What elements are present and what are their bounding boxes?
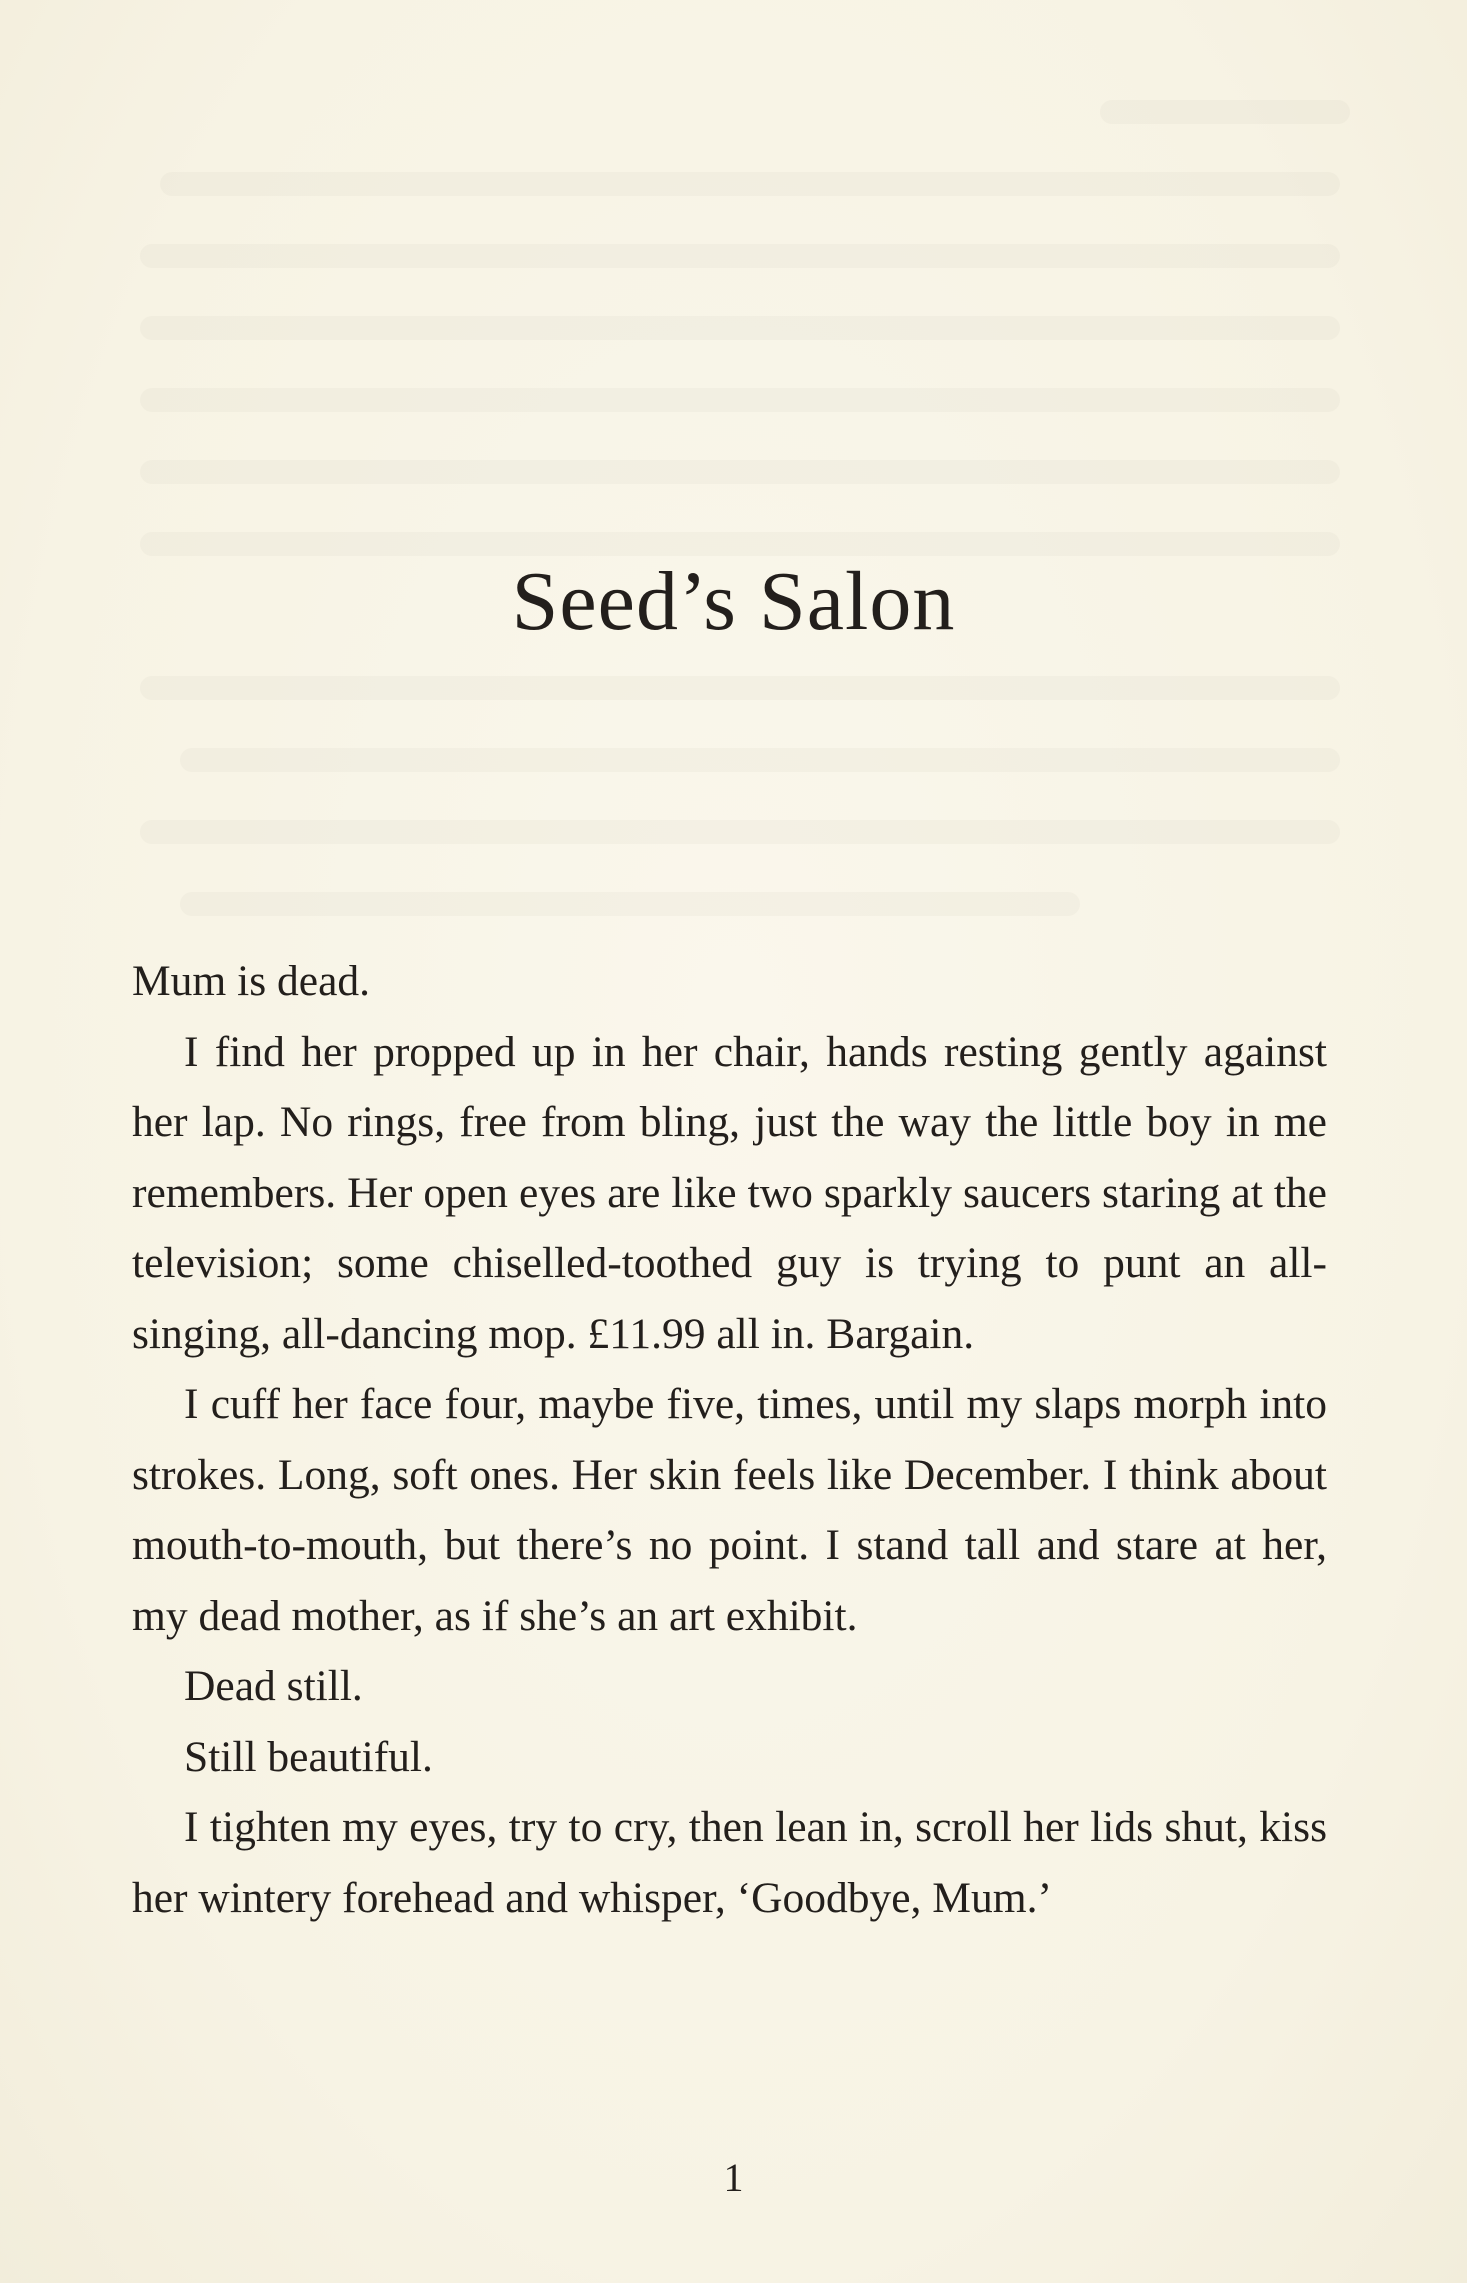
paragraph-1: Mum is dead. — [132, 957, 371, 1005]
paragraph-3: I cuff her face four, maybe five, times, until my slaps morph into strokes. Long, soft ones. Her skin feels like December. I think about mouth-to-mouth, but there’s no point. I stand tall and stare at her, my dead mother, as if she’s an art exhibit. — [132, 1380, 1327, 1640]
paragraph-6: I tighten my eyes, try to cry, then lean in, scroll her lids shut, kiss her wintery forehead and whisper, ‘Goodbye, Mum.’ — [132, 1803, 1327, 1922]
paragraph-4: Dead still. — [184, 1662, 363, 1710]
chapter-body — [132, 946, 1327, 1933]
page-number: 1 — [723, 2155, 744, 2200]
chapter-title: Seed’s Salon — [511, 555, 956, 648]
paragraph-5: Still beautiful. — [184, 1732, 433, 1781]
paragraph-2: I find her propped up in her chair, hands resting gently against her lap. No rings, free from bling, just the way the little boy in me remembers. Her open eyes are like two sparkly saucers staring at the television; some chiselled-toothed guy is trying to punt an all-singing, all-dancing mop. £11.99 all in. Bargain. — [132, 1027, 1327, 1358]
